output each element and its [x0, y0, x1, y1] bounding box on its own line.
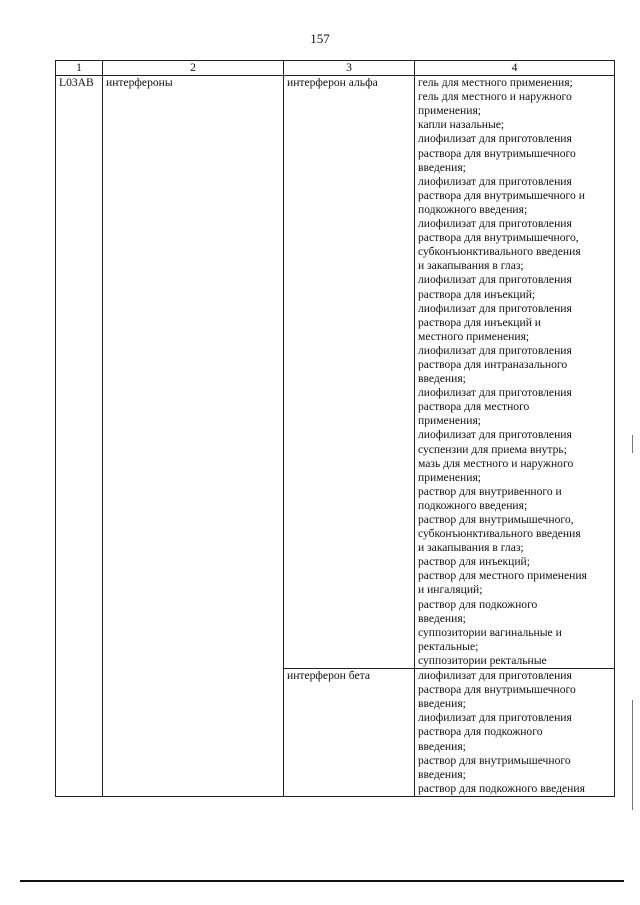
- column-header-3: 3: [284, 61, 415, 76]
- dosage-form-line: местного применения;: [418, 329, 530, 343]
- dosage-form-line: лиофилизат для приготовления: [418, 132, 572, 146]
- dosage-form-line: лиофилизат для приготовления: [418, 273, 572, 287]
- dosage-form-line: раствора для инъекций;: [418, 287, 536, 301]
- dosage-form-line: мазь для местного и наружного: [418, 456, 574, 470]
- atc-code-cell: L03AB: [56, 76, 103, 797]
- dosage-form-line: введения;: [418, 160, 466, 174]
- bottom-rule: [20, 880, 624, 882]
- group-name-cell: интерфероны: [103, 76, 284, 797]
- dosage-form-line: раствора для внутримышечного: [418, 146, 576, 160]
- drug-name-cell: интерферон бета: [284, 669, 415, 797]
- dosage-form-line: введения;: [418, 767, 466, 781]
- dosage-form-line: лиофилизат для приготовления: [418, 386, 572, 400]
- dosage-form-line: раствор для местного применения: [418, 569, 587, 583]
- column-header-4: 4: [415, 61, 615, 76]
- dosage-form-line: ректальные;: [418, 639, 479, 653]
- dosage-form-line: и ингаляций;: [418, 583, 483, 597]
- dosage-form-line: введения;: [418, 739, 466, 753]
- dosage-form-line: раствор для инъекций;: [418, 555, 530, 569]
- header-row: [56, 61, 615, 76]
- dosage-form-line: применения;: [418, 470, 482, 484]
- dosage-forms-cell: [415, 76, 615, 669]
- dosage-form-line: суспензии для приема внутрь;: [418, 442, 567, 456]
- dosage-form-line: раствора для интраназального: [418, 357, 568, 371]
- dosage-form-line: лиофилизат для приготовления: [418, 669, 572, 683]
- dosage-form-line: подкожного введения;: [418, 498, 528, 512]
- dosage-form-line: раствора для внутримышечного: [418, 683, 576, 697]
- dosage-form-line: субконъюнктивального введения: [418, 245, 581, 259]
- dosage-form-line: гель для местного и наружного: [418, 90, 572, 104]
- dosage-form-line: раствора для подкожного: [418, 725, 543, 739]
- dosage-form-line: лиофилизат для приготовления: [418, 217, 572, 231]
- dosage-form-line: раствора для внутримышечного,: [418, 231, 579, 245]
- medication-table: [55, 60, 615, 797]
- dosage-form-line: раствор для внутривенного и: [418, 484, 562, 498]
- drug-name-cell: интерферон альфа: [284, 76, 415, 669]
- dosage-form-line: применения;: [418, 414, 482, 428]
- dosage-form-line: лиофилизат для приготовления: [418, 343, 572, 357]
- dosage-form-line: суппозитории ректальные: [418, 653, 547, 667]
- dosage-form-line: лиофилизат для приготовления: [418, 711, 572, 725]
- dosage-form-line: введения;: [418, 611, 466, 625]
- dosage-form-line: раствор для подкожного: [418, 597, 538, 611]
- dosage-form-line: и закапывания в глаз;: [418, 541, 524, 555]
- dosage-form-line: раствор для подкожного введения: [418, 781, 585, 795]
- dosage-form-line: раствор для внутримышечного,: [418, 513, 574, 526]
- dosage-form-line: применения;: [418, 104, 482, 118]
- dosage-form-line: введения;: [418, 697, 466, 711]
- dosage-form-line: капли назальные;: [418, 118, 505, 132]
- dosage-form-line: гель для местного применения;: [418, 76, 573, 90]
- dosage-form-line: подкожного введения;: [418, 202, 528, 216]
- dosage-form-line: раствора для местного: [418, 400, 530, 414]
- column-header-2: 2: [103, 61, 284, 76]
- dosage-form-line: раствора для внутримышечного и: [418, 188, 585, 202]
- dosage-form-line: суппозитории вагинальные и: [418, 625, 562, 639]
- page-number: 157: [310, 31, 330, 46]
- dosage-form-line: раствора для инъекций и: [418, 315, 542, 329]
- dosage-form-line: лиофилизат для приготовления: [418, 428, 572, 442]
- dosage-form-line: лиофилизат для приготовления: [418, 174, 572, 188]
- table-row: [56, 76, 615, 669]
- column-header-1: 1: [56, 61, 103, 76]
- scan-edge-mark: [632, 435, 633, 453]
- dosage-forms-cell: [415, 669, 615, 797]
- dosage-form-line: субконъюнктивального введения: [418, 527, 581, 541]
- dosage-form-line: лиофилизат для приготовления: [418, 301, 572, 315]
- scan-edge-mark: [632, 700, 633, 810]
- dosage-form-line: и закапывания в глаз;: [418, 259, 524, 273]
- dosage-form-line: раствор для внутримышечного: [418, 753, 571, 767]
- dosage-form-line: введения;: [418, 372, 466, 386]
